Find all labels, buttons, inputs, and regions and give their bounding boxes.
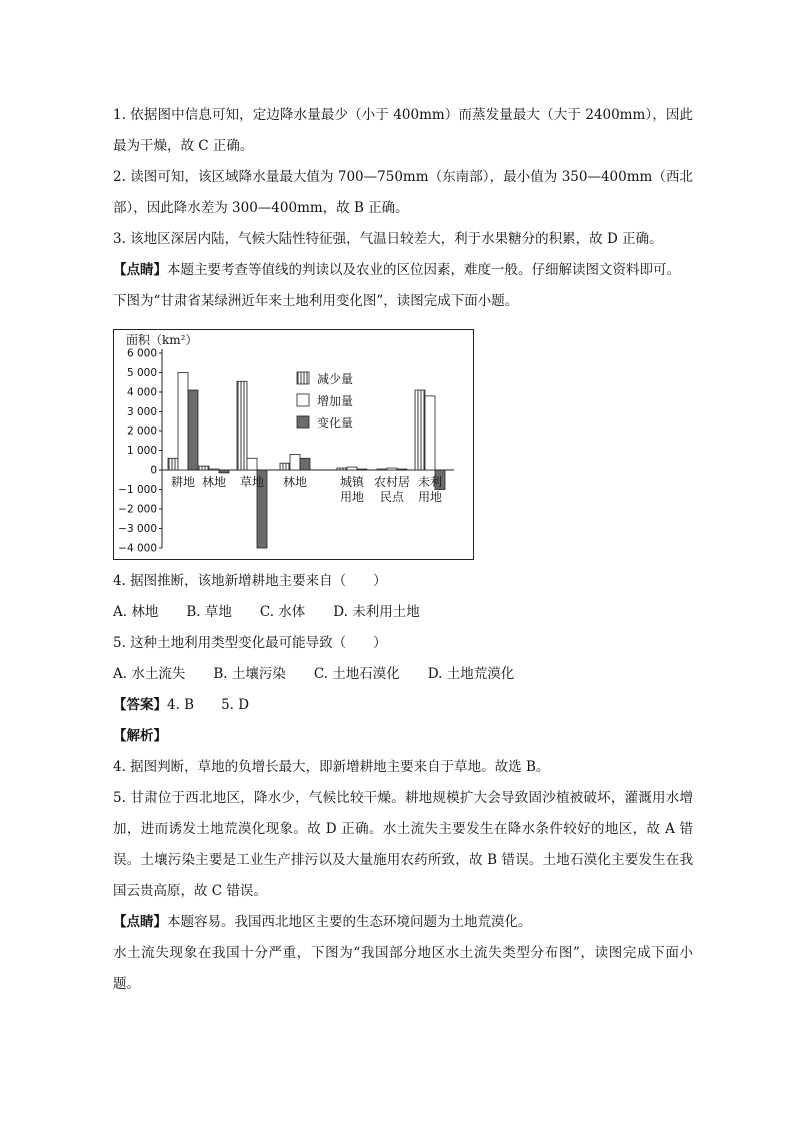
- q4-option-c: C. 水体: [259, 604, 306, 620]
- paragraph-explanation-3: 3. 该地区深居内陆，气候大陆性特征强，气温日较差大，利于水果糖分的积累，故 D 正确。: [113, 231, 663, 247]
- answer-line: [113, 690, 693, 721]
- y-axis-label: 面积（km²）: [126, 333, 198, 347]
- y-tick-label: −3 000: [118, 523, 157, 535]
- bar-white: [347, 467, 357, 470]
- q4-option-d: D. 未利用土地: [333, 604, 420, 620]
- category-label: 农村居: [373, 475, 411, 489]
- dianjing-text: 本题主要考查等值线的判读以及农业的区位因素，难度一般。仔细解读图文资料即可。: [167, 262, 680, 278]
- dianjing-tag: 【点睛】: [113, 262, 167, 278]
- bar-white: [209, 469, 219, 470]
- legend-label: 变化量: [317, 416, 354, 430]
- y-tick-label: −4 000: [118, 542, 157, 555]
- y-tick-label: −1 000: [118, 484, 157, 496]
- category-label: 用地: [417, 490, 443, 504]
- bar-hatched: [168, 458, 178, 470]
- dianjing-tag-2: 【点睛】: [113, 914, 167, 930]
- bar-white: [290, 454, 300, 470]
- land-use-chart: [113, 329, 474, 560]
- bar-dark: [219, 470, 229, 473]
- category-label: 城镇: [339, 475, 365, 489]
- category-label: 林地: [201, 475, 227, 489]
- y-tick-label: 6 000: [126, 347, 157, 360]
- category-label: 用地: [339, 490, 365, 504]
- land-use-chart-svg: [114, 330, 473, 559]
- bar-hatched: [415, 390, 425, 470]
- bar-white: [247, 458, 257, 470]
- bar-hatched: [337, 468, 347, 470]
- analysis-tag: 【解析】: [113, 728, 167, 744]
- bar-white: [178, 373, 188, 471]
- legend-swatch: [297, 394, 309, 406]
- bar-dark: [397, 469, 407, 470]
- q4-option-a: A. 林地: [113, 604, 159, 620]
- category-label: 草地: [239, 475, 265, 489]
- bar-hatched: [237, 381, 247, 470]
- bar-hatched: [199, 466, 209, 470]
- y-tick-label: 1 000: [126, 445, 157, 457]
- question-4-stem: 4. 据图推断，该地新增耕地主要来自（ ）: [113, 573, 387, 589]
- bar-dark: [188, 390, 198, 470]
- dianjing-text-2: 本题容易。我国西北地区主要的生态环境问题为土地荒漠化。: [167, 914, 532, 930]
- category-label: 民点: [379, 490, 405, 504]
- category-label: 耕地: [170, 475, 196, 489]
- next-intro: 水土流失现象在我国十分严重，下图为“我国部分地区水土流失类型分布图”，读图完成下面小题。: [113, 945, 693, 992]
- paragraph-explanation-1: 1. 依据图中信息可知，定边降水量最少（小于 400mm）而蒸发量最大（大于 2400mm），因此最为干燥，故 C 正确。: [113, 107, 693, 154]
- bar-hatched: [280, 463, 290, 470]
- y-tick-label: 2 000: [126, 425, 157, 438]
- q5-option-b: B. 土壤污染: [213, 666, 286, 682]
- bar-hatched: [377, 469, 387, 470]
- legend-label: 减少量: [317, 372, 354, 386]
- paragraph-explanation-2: 2. 读图可知，该区域降水量最大值为 700—750mm（东南部），最小值为 350—400mm（西北部），因此降水差为 300—400mm，故 B 正确。: [113, 169, 693, 216]
- answer-tag: 【答案】: [113, 697, 167, 713]
- q4-option-b: B. 草地: [186, 604, 232, 620]
- question-5-options: [113, 659, 693, 690]
- question-5-stem: 5. 这种土地利用类型变化最可能导致（ ）: [113, 635, 387, 651]
- bar-dark: [357, 469, 367, 470]
- y-tick-label: −2 000: [118, 503, 157, 516]
- dianjing-note-2: [113, 907, 693, 938]
- chart-intro: 下图为“甘肃省某绿洲近年来土地利用变化图”，读图完成下面小题。: [113, 293, 519, 309]
- category-label: 未利: [417, 475, 443, 489]
- q5-option-a: A. 水土流失: [113, 666, 186, 682]
- y-tick-label: 5 000: [126, 367, 157, 379]
- analysis-5: 5. 甘肃位于西北地区，降水少，气候比较干燥。耕地规模扩大会导致固沙植被破坏，灌溉用水增加，进而诱发土地荒漠化现象。故 D 正确。水土流失主要发生在降水条件较好的地区，故 A 错误。土壤污染主要是工业生产排污以及大量施用农药所致，故 B 错误。土地石漠化主要发生在我国云贵高原，故 C 错误。: [113, 790, 693, 899]
- answer-text: 4. B 5. D: [167, 697, 250, 713]
- document-page: [113, 100, 693, 1000]
- y-tick-label: 3 000: [126, 406, 157, 418]
- legend-label: 增加量: [317, 394, 354, 408]
- analysis-4: 4. 据图判断，草地的负增长最大，即新增耕地主要来自于草地。故选 B。: [113, 759, 550, 775]
- q5-option-c: C. 土地石漠化: [313, 666, 400, 682]
- bar-dark: [300, 458, 310, 470]
- y-tick-label: 4 000: [126, 386, 157, 399]
- bar-white: [387, 468, 397, 470]
- legend-swatch: [297, 372, 309, 384]
- category-label: 林地: [282, 475, 308, 489]
- dianjing-note-1: [113, 255, 693, 286]
- q5-option-d: D. 土地荒漠化: [427, 666, 515, 682]
- legend-swatch: [297, 416, 309, 428]
- bar-white: [425, 396, 435, 470]
- y-tick-label: 0: [150, 464, 157, 477]
- question-4-options: [113, 597, 693, 628]
